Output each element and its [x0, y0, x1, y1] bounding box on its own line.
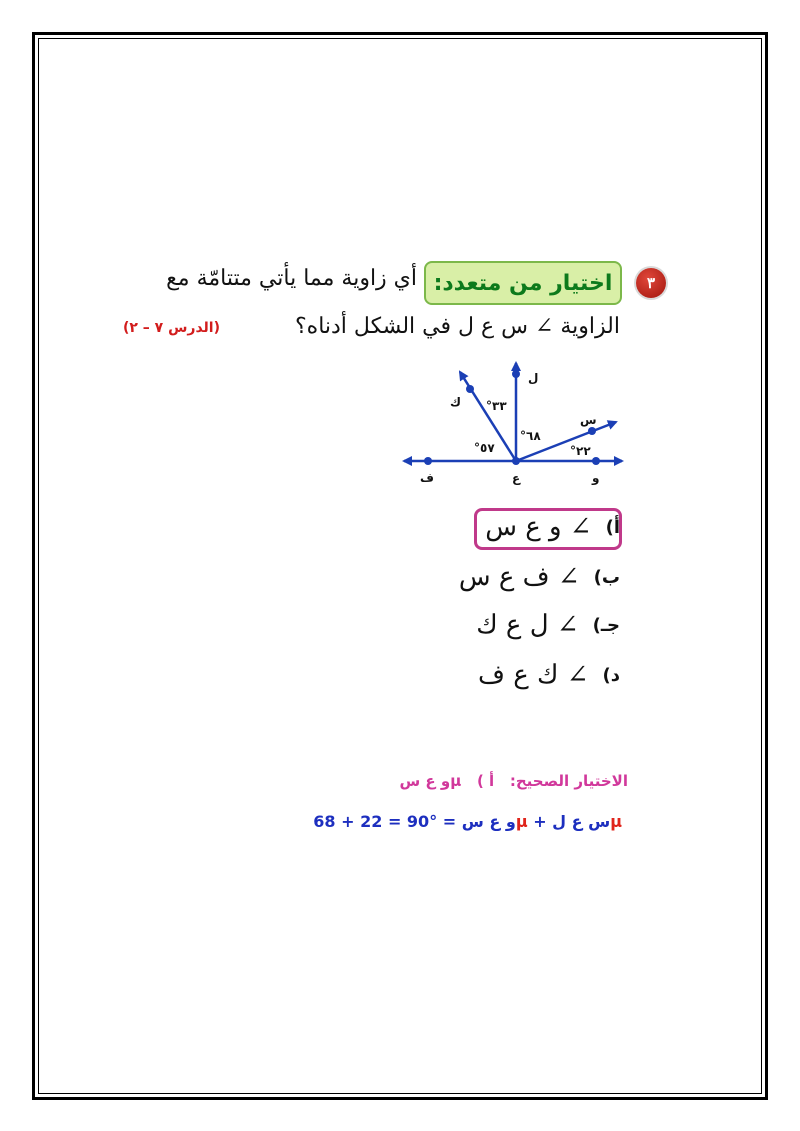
- answer-value: µو ع س: [399, 772, 462, 790]
- calc-expression: 68 + 22 = 90°: [313, 812, 438, 831]
- lesson-reference: (الدرس ٧ – ٢): [122, 320, 220, 336]
- option-d[interactable]: [478, 660, 620, 690]
- label-k: ك: [450, 395, 461, 409]
- calculation-line: [313, 812, 622, 831]
- option-a[interactable]: [485, 512, 620, 542]
- answer-prefix: الاختيار الصحيح:: [509, 772, 628, 790]
- label-l: ل: [528, 371, 539, 385]
- angle-sw: °٢٢: [570, 444, 591, 458]
- label-w: و: [592, 471, 600, 485]
- point-s: [588, 427, 596, 435]
- angle-fk: °٥٧: [474, 441, 495, 455]
- option-letter: أ): [605, 516, 620, 538]
- question-number-badge: ٣: [636, 268, 666, 298]
- page-frame-inner: [38, 38, 762, 1094]
- label-f: ف: [420, 471, 434, 485]
- point-f: [424, 457, 432, 465]
- angle-kl: °٣٣: [486, 399, 507, 413]
- angle-symbol-2: µ: [515, 812, 528, 831]
- label-a: ع: [512, 471, 521, 485]
- option-text: ∠ ل ع ك: [476, 610, 579, 640]
- angle-symbol-1: µ: [610, 812, 622, 831]
- answer-choice: أ ): [476, 772, 495, 790]
- option-text: ∠ ك ع ف: [478, 660, 589, 690]
- option-b[interactable]: [459, 562, 620, 592]
- label-s: س: [580, 413, 597, 427]
- option-text: ∠ و ع س: [485, 512, 592, 542]
- option-c[interactable]: [476, 610, 620, 640]
- option-letter: د): [602, 664, 620, 686]
- question-text-line2: الزاوية ∠ س ع ل في الشكل أدناه؟: [294, 314, 620, 339]
- question-text-line1: أي زاوية مما يأتي متتامّة مع: [166, 266, 417, 291]
- option-letter: جـ): [592, 614, 620, 636]
- option-letter: ب): [593, 566, 620, 588]
- point-a: [512, 457, 520, 465]
- angle-diagram: [400, 360, 630, 490]
- option-text: ∠ ف ع س: [458, 562, 580, 592]
- point-w: [592, 457, 600, 465]
- point-k: [466, 385, 474, 393]
- correct-answer-line: [400, 772, 629, 790]
- calc-term-1: س ع ل +: [533, 812, 611, 831]
- multiple-choice-label: اختيار من متعدد:: [424, 261, 622, 305]
- calc-term-2: و ع س =: [442, 812, 516, 831]
- angle-ls: °٦٨: [520, 429, 541, 443]
- point-l: [512, 370, 520, 378]
